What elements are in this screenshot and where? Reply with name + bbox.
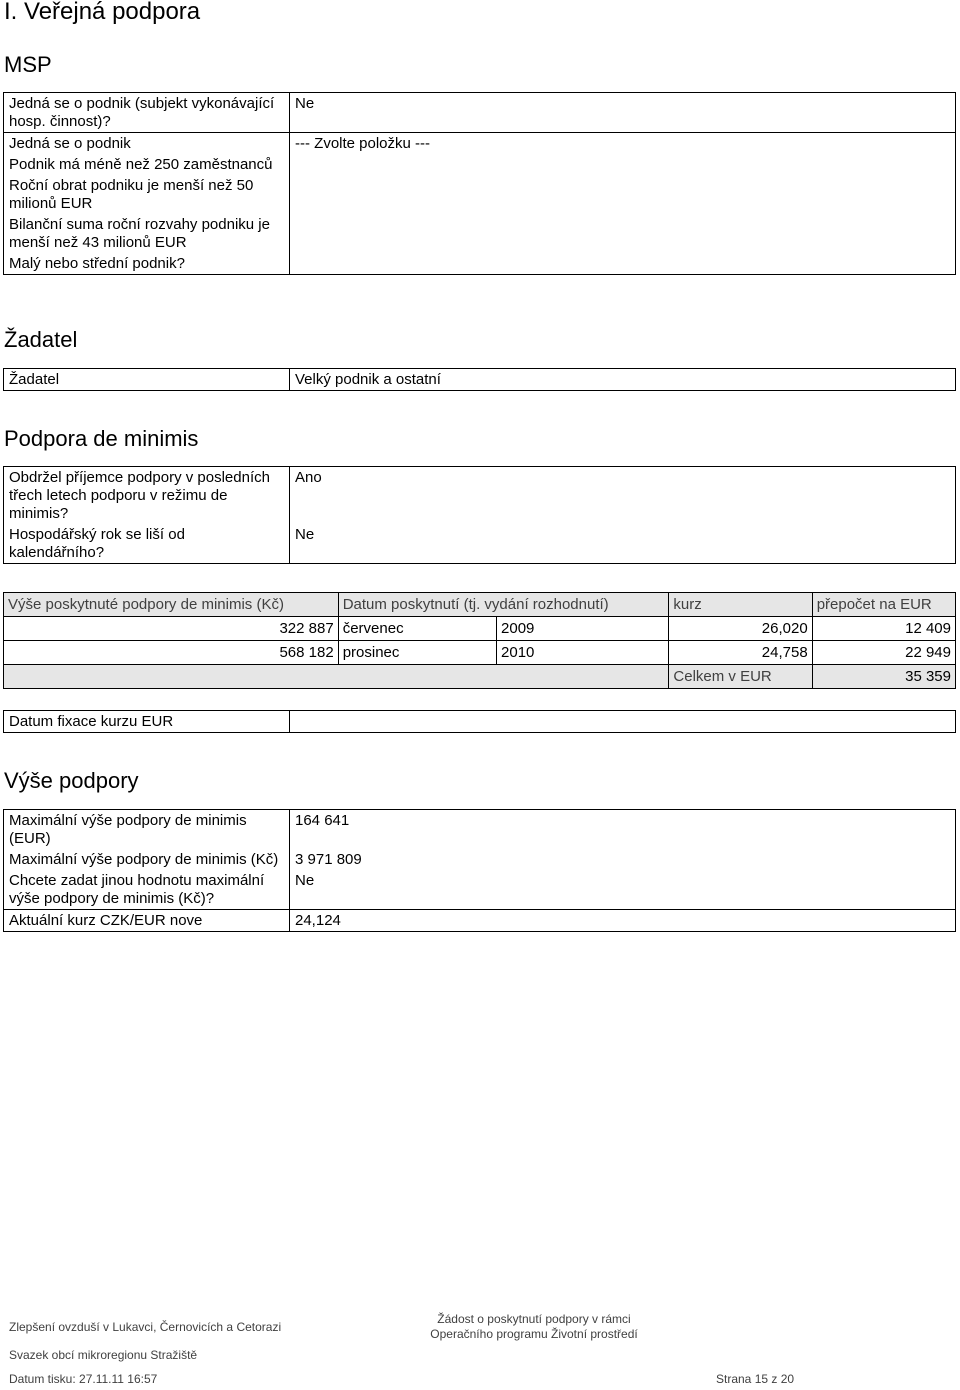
field-label: Maximální výše podpory de minimis (EUR): [4, 810, 290, 850]
form-row: [4, 133, 956, 155]
column-header-amount: Výše poskytnuté podpory de minimis (Kč): [4, 593, 339, 617]
table-row: [4, 617, 956, 641]
form-row: [4, 711, 956, 733]
field-value: 3 971 809: [290, 849, 956, 870]
cell-year[interactable]: 2009: [497, 617, 669, 641]
section-heading-zadatel: Žadatel: [4, 327, 78, 352]
field-label: Jedná se o podnik (subjekt vykonávající hosp. činnost)?: [4, 93, 290, 133]
form-row: [4, 849, 956, 870]
total-value: 35 359: [812, 665, 955, 689]
field-label: Hospodářský rok se liší od kalendářního?: [4, 524, 290, 564]
field-value: 24,124: [290, 910, 956, 932]
column-header-date: Datum poskytnutí (tj. vydání rozhodnutí): [338, 593, 669, 617]
total-row: [4, 665, 956, 689]
section-heading-de-minimis: Podpora de minimis: [4, 426, 199, 451]
footer-project: Zlepšení ovzduší v Lukavci, Černovicích a Cetorazi: [9, 1320, 282, 1334]
field-label: Obdržel příjemce podpory v posledních třech letech podporu v režimu de minimis?: [4, 467, 290, 525]
total-spacer: [4, 665, 669, 689]
cell-amount[interactable]: 322 887: [4, 617, 339, 641]
field-label: Maximální výše podpory de minimis (Kč): [4, 849, 290, 870]
form-row: [4, 369, 956, 391]
field-label: Roční obrat podniku je menší než 50 milionů EUR: [4, 175, 290, 214]
field-value[interactable]: Ne: [290, 93, 956, 133]
form-row: [4, 910, 956, 932]
footer-print-date: Datum tisku: 27.11.11 16:57: [9, 1372, 158, 1386]
cell-rate[interactable]: 24,758: [669, 641, 812, 665]
form-row: [4, 524, 956, 564]
total-label: Celkem v EUR: [669, 665, 812, 689]
footer-page-number: Strana 15 z 20: [716, 1372, 795, 1386]
cell-rate[interactable]: 26,020: [669, 617, 812, 641]
de-minimis-grid: [3, 592, 956, 689]
field-label: Žadatel: [4, 369, 290, 391]
cell-eur: 12 409: [812, 617, 955, 641]
cell-month[interactable]: červenec: [338, 617, 496, 641]
field-value: 164 641: [290, 810, 956, 850]
fixace-table: [3, 710, 956, 733]
msp-table: [3, 92, 956, 275]
section-heading-msp: MSP: [4, 52, 52, 77]
field-value[interactable]: Ano: [290, 467, 956, 525]
vyse-table: [3, 809, 956, 932]
grid-header-row: [4, 593, 956, 617]
cell-year[interactable]: 2010: [497, 641, 669, 665]
field-value[interactable]: --- Zvolte položku ---: [290, 133, 956, 275]
field-label: Bilanční suma roční rozvahy podniku je menší než 43 milionů EUR: [4, 214, 290, 253]
form-row: [4, 810, 956, 850]
form-row: [4, 93, 956, 133]
field-value[interactable]: Ne: [290, 870, 956, 910]
column-header-eur: přepočet na EUR: [812, 593, 955, 617]
field-label: Malý nebo střední podnik?: [4, 253, 290, 275]
footer-doc-line2: Operačního programu Životní prostředí: [430, 1327, 638, 1341]
page-title: I. Veřejná podpora: [4, 0, 201, 25]
field-label: Jedná se o podnik: [4, 133, 290, 155]
field-label: Chcete zadat jinou hodnotu maximální výše podpory de minimis (Kč)?: [4, 870, 290, 910]
field-value[interactable]: [290, 711, 956, 733]
cell-month[interactable]: prosinec: [338, 641, 496, 665]
form-row: [4, 870, 956, 910]
table-row: [4, 641, 956, 665]
field-label: Podnik má méně než 250 zaměstnanců: [4, 154, 290, 175]
de-minimis-table: [3, 466, 956, 564]
field-value[interactable]: Velký podnik a ostatní: [290, 369, 956, 391]
column-header-rate: kurz: [669, 593, 812, 617]
field-value[interactable]: Ne: [290, 524, 956, 564]
field-label: Datum fixace kurzu EUR: [4, 711, 290, 733]
form-row: [4, 467, 956, 525]
footer-doc-line1: Žádost o poskytnutí podpory v rámci: [437, 1312, 631, 1326]
cell-eur: 22 949: [812, 641, 955, 665]
footer-org: Svazek obcí mikroregionu Stražiště: [9, 1348, 198, 1362]
section-heading-vyse-podpory: Výše podpory: [4, 768, 139, 793]
cell-amount[interactable]: 568 182: [4, 641, 339, 665]
zadatel-table: [3, 368, 956, 391]
field-label: Aktuální kurz CZK/EUR nove: [4, 910, 290, 932]
